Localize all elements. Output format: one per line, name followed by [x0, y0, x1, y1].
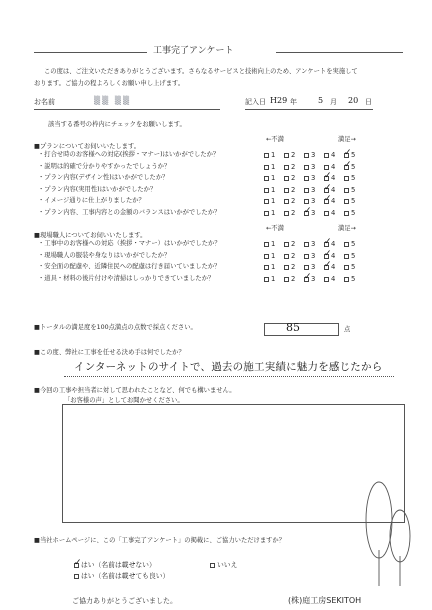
rating-option-label: 2: [291, 263, 296, 272]
rating-option-3[interactable]: [304, 197, 315, 205]
tree-right-canopy: [390, 510, 410, 562]
rating-option-label: 5: [351, 162, 356, 171]
checkbox[interactable]: [304, 206, 312, 216]
rating-option-label: 2: [291, 274, 296, 283]
rating-option-1[interactable]: [264, 209, 275, 217]
checkbox[interactable]: [304, 271, 312, 282]
checkmark-icon: ✓: [344, 159, 352, 170]
rating-option-label: 3: [311, 151, 316, 159]
rating-option-label: 4: [331, 197, 336, 206]
question-text: ・プラン内容(実用性)はいかがでしたか？: [38, 185, 157, 193]
rating-option-label: 1: [271, 162, 276, 171]
checkbox[interactable]: [304, 265, 309, 270]
checkbox[interactable]: [344, 211, 349, 216]
rating-option-4[interactable]: [324, 182, 336, 194]
date-underline: [245, 109, 373, 110]
rating-option-3[interactable]: [304, 174, 315, 182]
rating-option-label: 5: [351, 197, 356, 206]
question-text: ・説明は的確で分かりやすかったでしょうか？: [38, 162, 171, 170]
feedback-label: ■今回の工事や担当者に対して思われたことなど、何でも構いません。: [34, 387, 236, 394]
scale-low-label-staff: ←不満: [266, 225, 284, 232]
rating-option-4[interactable]: [324, 171, 336, 183]
checkbox[interactable]: [304, 188, 309, 193]
rating-option-label: 3: [311, 185, 316, 194]
checkbox[interactable]: [304, 199, 309, 204]
rating-option-1[interactable]: [264, 163, 275, 171]
rating-option-label: 2: [291, 174, 296, 183]
rating-option-label: 5: [351, 209, 356, 217]
checkbox[interactable]: [324, 165, 329, 170]
thanks-text: ご協力ありがとうございました。: [72, 597, 177, 605]
checkbox[interactable]: [344, 159, 352, 170]
rating-option-label: 4: [331, 263, 336, 272]
date-month-value[interactable]: 5: [318, 96, 324, 105]
rating-option-4[interactable]: [324, 194, 336, 206]
rating-option-3[interactable]: [304, 263, 315, 271]
rating-option-label: 3: [311, 251, 316, 260]
checkbox[interactable]: [284, 242, 289, 247]
question-text: ・安全面の配慮や、近隣住民への配慮は行き届いていましたか？: [38, 263, 221, 271]
rating-option-5[interactable]: [344, 186, 355, 194]
rating-option-label: 3: [311, 263, 316, 272]
checkmark-icon: ✓: [324, 182, 332, 193]
question-text: ・イメージ通りに仕上がりましたか？: [38, 197, 145, 205]
decision-answer[interactable]: インターネットのサイトで、過去の施工実績に魅力を感じたから: [74, 361, 383, 373]
checkbox[interactable]: [304, 153, 309, 158]
rating-option-label: 1: [271, 174, 276, 183]
rating-option-label: 1: [271, 274, 276, 283]
question-text: ・プラン内容、工事内容との金額のバランスはいかがでしたか？: [38, 209, 221, 216]
rating-option-4[interactable]: [324, 237, 336, 248]
rating-option-3[interactable]: [304, 151, 315, 159]
rating-option-label: 1: [271, 151, 276, 159]
checkbox[interactable]: [284, 211, 289, 216]
name-label: お名前: [34, 98, 55, 106]
rating-option-label: 2: [291, 151, 296, 159]
checkbox[interactable]: [324, 194, 332, 205]
date-label: 記入日: [245, 98, 266, 106]
decision-label: ■この度、弊社に工事を任せる決め手は何でしたか？: [34, 349, 185, 356]
question-text: ・工事中のお客様への対応（挨拶・マナー）はいかがでしたか？: [38, 240, 221, 247]
rating-option-label: 2: [291, 185, 296, 194]
rating-option-label: 5: [351, 263, 356, 272]
tree-left-canopy: [366, 482, 392, 558]
checkbox[interactable]: [264, 165, 269, 170]
rating-option-label: 1: [271, 263, 276, 272]
date-year-value[interactable]: H29: [270, 96, 288, 105]
checkbox[interactable]: [264, 176, 269, 181]
rating-option-label: 4: [331, 274, 336, 283]
feedback-comment-box[interactable]: [62, 404, 405, 523]
rating-option-2[interactable]: [284, 275, 295, 283]
title-rule-right: [276, 52, 403, 53]
name-value-blurred[interactable]: ▒▒ ▒▒: [94, 96, 132, 105]
checkbox[interactable]: [344, 148, 352, 158]
rating-option-4[interactable]: [324, 275, 335, 283]
checkbox[interactable]: [284, 199, 289, 204]
checkbox[interactable]: [324, 153, 329, 158]
rating-option-1[interactable]: [264, 263, 275, 271]
checkbox[interactable]: [324, 260, 332, 271]
rating-option-4[interactable]: [324, 248, 336, 260]
checkbox[interactable]: [284, 265, 289, 270]
checkbox[interactable]: [344, 176, 349, 181]
rating-option-label: 1: [271, 240, 276, 248]
rating-option-label: 4: [331, 240, 336, 248]
rating-option-4[interactable]: [324, 209, 335, 217]
checkmark-icon: ✓: [304, 206, 312, 216]
rating-option-2[interactable]: [284, 163, 295, 171]
rating-option-1[interactable]: [264, 275, 275, 283]
rating-option-label: 1: [271, 197, 276, 206]
rating-option-5[interactable]: [344, 275, 355, 283]
rating-option-5[interactable]: [344, 159, 356, 171]
checkmark-icon: ✓: [324, 194, 332, 205]
checkbox[interactable]: [264, 265, 269, 270]
checkbox[interactable]: [324, 182, 332, 193]
checkmark-icon: ✓: [324, 237, 332, 247]
rating-option-label: 5: [351, 251, 356, 260]
rating-option-label: 3: [311, 240, 316, 248]
rating-option-4[interactable]: [324, 151, 335, 159]
rating-option-label: 5: [351, 240, 356, 248]
checkbox[interactable]: [344, 242, 349, 247]
checkbox[interactable]: [344, 265, 349, 270]
rating-option-2[interactable]: [284, 151, 295, 159]
checkbox[interactable]: [344, 188, 349, 193]
checkbox[interactable]: [304, 254, 309, 259]
rating-option-label: 2: [291, 240, 296, 248]
checkbox[interactable]: [264, 254, 269, 259]
checkbox[interactable]: [324, 237, 332, 247]
rating-option-label: 5: [351, 151, 356, 159]
rating-option-label: 2: [291, 209, 296, 217]
checkbox[interactable]: [284, 165, 289, 170]
feedback-sublabel: 「お客様の声」としてお聞かせください。: [64, 397, 184, 404]
date-day-unit: 日: [365, 98, 372, 106]
checkbox[interactable]: [324, 211, 329, 216]
total-score-unit: 点: [344, 326, 351, 333]
rating-option-label: 4: [331, 185, 336, 194]
checkbox[interactable]: [324, 248, 332, 259]
rating-option-1[interactable]: [264, 151, 275, 159]
checkbox[interactable]: [264, 153, 269, 158]
rating-option-label: 3: [311, 174, 316, 183]
checkmark-icon: ✓: [324, 248, 332, 259]
rating-option-1[interactable]: [264, 174, 275, 182]
rating-option-2[interactable]: [284, 263, 295, 271]
rating-option-label: 1: [271, 209, 276, 217]
rating-option-label: 2: [291, 197, 296, 206]
checkmark-icon: ✓: [304, 271, 312, 282]
rating-option-2[interactable]: [284, 197, 295, 205]
question-text: ・現場職人の服装や身なりはいかがでしたか？: [38, 251, 171, 259]
date-year-unit: 年: [290, 98, 297, 106]
rating-option-5[interactable]: [344, 240, 355, 248]
rating-option-2[interactable]: [284, 252, 295, 260]
rating-option-4[interactable]: [324, 260, 336, 272]
rating-option-2[interactable]: [284, 209, 295, 217]
rating-option-5[interactable]: [344, 252, 355, 260]
checkmark-icon: ✓: [344, 148, 352, 158]
checkbox[interactable]: [284, 153, 289, 158]
rating-option-label: 4: [331, 209, 336, 217]
total-score-value: 85: [286, 321, 300, 334]
checkbox[interactable]: [284, 254, 289, 259]
scale-high-label-plan: 満足→: [338, 136, 356, 143]
rating-option-label: 4: [331, 162, 336, 171]
instruction-text: 該当する番号の枠内にチェックをお願いします。: [48, 121, 186, 128]
publish-consent-label: ■当社ホームページに、この「工事完了アンケート」の掲載に、ご協力いただけますか？: [34, 537, 286, 544]
plan-section-heading: ■プランについてお伺いいたします。: [34, 143, 141, 150]
checkbox[interactable]: [344, 254, 349, 259]
rating-option-1[interactable]: [264, 186, 275, 194]
question-text: ・道具・材料の後片付けや清掃はしっかりできていましたか？: [38, 274, 215, 282]
checkbox[interactable]: [284, 188, 289, 193]
rating-option-2[interactable]: [284, 174, 295, 182]
rating-option-2[interactable]: [284, 186, 295, 194]
checkbox[interactable]: [210, 563, 215, 568]
rating-option-label: 5: [351, 185, 356, 194]
checkbox[interactable]: [304, 165, 309, 170]
rating-option-label: 4: [331, 151, 336, 159]
checkbox[interactable]: [284, 176, 289, 181]
rating-option-label: 2: [291, 251, 296, 260]
rating-option-label: 3: [311, 274, 316, 283]
publish-option-no[interactable]: いいえ: [210, 561, 237, 569]
checkbox[interactable]: [304, 176, 309, 181]
name-underline: [34, 109, 220, 110]
rating-option-label: 4: [331, 174, 336, 183]
checkbox[interactable]: [74, 558, 82, 568]
rating-option-3[interactable]: [304, 252, 315, 260]
intro-line-1: この度は、ご注文いただきありがとうございます。さらなるサービスと技術向上のため、アンケートを実施して: [44, 68, 358, 75]
checkbox[interactable]: [264, 242, 269, 247]
checkbox[interactable]: [264, 188, 269, 193]
checkbox[interactable]: [304, 242, 309, 247]
rating-option-label: 2: [291, 162, 296, 171]
rating-option-3[interactable]: [304, 271, 316, 283]
rating-option-label: 4: [331, 251, 336, 260]
survey-title: 工事完了アンケート: [153, 46, 234, 56]
checkbox[interactable]: [264, 211, 269, 216]
rating-option-1[interactable]: [264, 197, 275, 205]
question-text: ・打合せ時のお客様への対応(挨拶・マナー)はいかがでしたか？: [38, 151, 220, 158]
checkbox[interactable]: [344, 199, 349, 204]
rating-option-label: 3: [311, 197, 316, 206]
rating-option-label: 3: [311, 209, 316, 217]
checkbox[interactable]: [324, 277, 329, 282]
rating-option-5[interactable]: [344, 209, 355, 217]
date-day-value[interactable]: 20: [348, 96, 359, 105]
rating-option-label: 5: [351, 174, 356, 183]
rating-option-3[interactable]: [304, 206, 316, 217]
title-rule-left: [34, 52, 147, 53]
staff-section-heading: ■現場職人についてお伺いいたします。: [34, 232, 147, 239]
checkbox[interactable]: [264, 277, 269, 282]
scale-high-label-staff: 満足→: [338, 225, 356, 232]
rating-option-2[interactable]: [284, 240, 295, 248]
rating-option-3[interactable]: [304, 240, 315, 248]
decision-answer-underline: [64, 376, 394, 377]
rating-option-3[interactable]: [304, 186, 315, 194]
tree-illustration: [360, 478, 418, 590]
rating-option-1[interactable]: [264, 252, 275, 260]
rating-option-3[interactable]: [304, 163, 315, 171]
rating-option-label: 5: [351, 274, 356, 283]
intro-line-2: おります。ご協力の程よろしくお願い申し上げます。: [34, 80, 185, 87]
company-name: (株)庭工房SEKITOH: [288, 596, 362, 605]
rating-option-label: 1: [271, 185, 276, 194]
date-month-unit: 月: [330, 98, 337, 106]
rating-option-label: 1: [271, 251, 276, 260]
rating-option-5[interactable]: [344, 263, 355, 271]
checkmark-icon: ✓: [324, 171, 332, 182]
checkbox[interactable]: [324, 171, 332, 182]
checkbox[interactable]: [264, 199, 269, 204]
rating-option-1[interactable]: [264, 240, 275, 248]
rating-option-4[interactable]: [324, 163, 335, 171]
rating-option-5[interactable]: [344, 148, 356, 159]
total-score-label: ■トータルの満足度を100点満点の点数で採点ください。: [34, 324, 197, 331]
total-score-field[interactable]: [264, 323, 339, 336]
checkmark-icon: ✓: [74, 558, 82, 568]
rating-option-5[interactable]: [344, 197, 355, 205]
publish-option-yes-anonymous[interactable]: ✓ はい（名前は載せない）: [74, 558, 156, 569]
question-text: ・プラン内容(デザイン性)はいかがでしたか？: [38, 174, 169, 182]
checkbox[interactable]: [284, 277, 289, 282]
checkbox[interactable]: [74, 574, 79, 579]
scale-low-label-plan: ←不満: [266, 136, 284, 143]
checkmark-icon: ✓: [324, 260, 332, 271]
publish-option-yes-with-name[interactable]: はい（名前は載せても良い）: [74, 572, 169, 580]
rating-option-label: 3: [311, 162, 316, 171]
checkbox[interactable]: [344, 277, 349, 282]
rating-option-5[interactable]: [344, 174, 355, 182]
